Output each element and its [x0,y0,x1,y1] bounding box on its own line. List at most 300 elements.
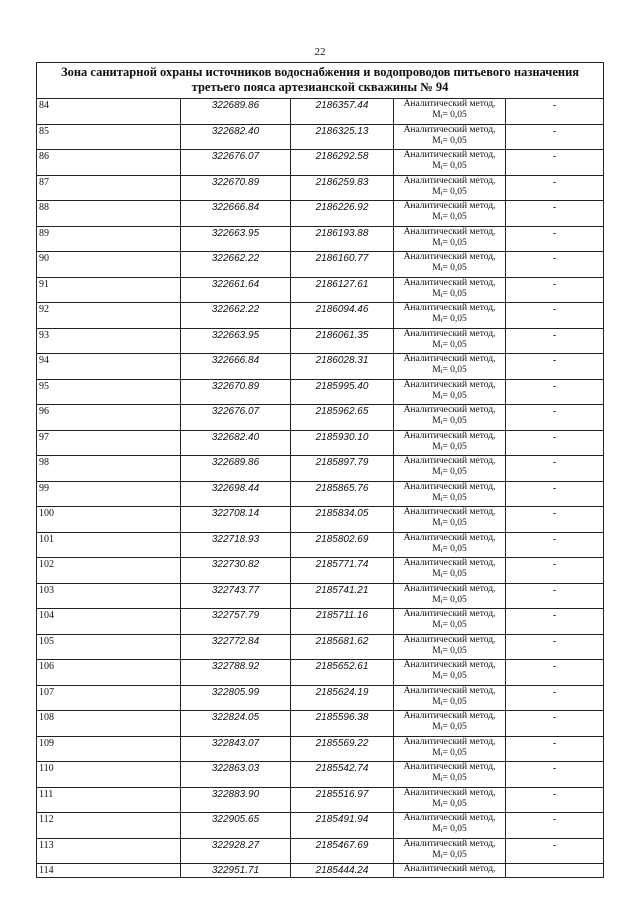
dash-cell: - [506,813,604,839]
method-cell [394,711,506,737]
table-row [37,430,604,456]
accuracy-value: = 0,05 [442,747,467,758]
method-cell [394,481,506,507]
dash-cell: - [506,150,604,176]
method-text: Аналитический метод, [403,736,496,747]
accuracy-prefix: M [432,441,441,452]
table-row [37,150,604,176]
method-text: Аналитический метод, [403,354,496,364]
accuracy-subscript: t [440,138,443,146]
accuracy-subscript: t [440,113,443,120]
table-row [37,864,604,878]
accuracy-prefix: M [432,212,441,222]
accuracy-text [432,518,467,528]
coordinate-y: 2186028.31 [291,354,394,380]
accuracy-value: = 0,05 [442,849,467,860]
table-row [37,354,604,380]
coordinate-x: 322661.64 [181,277,291,303]
dash-cell: - [506,303,604,329]
table-row [37,532,604,558]
accuracy-subscript: t [440,164,443,171]
point-number: 111 [37,787,181,813]
table-row [37,762,604,788]
accuracy-prefix: M [432,237,441,248]
point-number: 112 [37,813,181,839]
accuracy-text [432,773,467,783]
table-row [37,634,604,660]
point-number: 101 [37,532,181,558]
dash-cell: - [506,583,604,609]
coordinate-x: 322757.79 [181,609,291,635]
method-cell [394,303,506,329]
method-cell [394,124,506,150]
coordinate-x: 322730.82 [181,558,291,584]
accuracy-value: = 0,05 [442,212,467,222]
coordinate-x: 322682.40 [181,124,291,150]
method-cell [394,685,506,711]
accuracy-prefix: M [432,263,441,273]
point-number: 89 [37,226,181,252]
coordinate-y: 2185467.69 [291,838,394,864]
point-number: 108 [37,711,181,737]
accuracy-prefix: M [432,696,441,707]
coordinate-x: 322662.22 [181,252,291,278]
table-row [37,558,604,584]
method-cell [394,609,506,635]
method-text: Аналитический метод, [403,456,496,466]
accuracy-value: = 0,05 [442,390,467,401]
accuracy-text [432,671,467,681]
accuracy-subscript: t [440,215,443,222]
accuracy-prefix: M [432,773,441,783]
table-row [37,838,604,864]
accuracy-prefix: M [432,365,441,375]
accuracy-prefix: M [432,110,441,120]
coordinate-y: 2186160.77 [291,252,394,278]
table-row [37,277,604,303]
table-row [37,711,604,737]
coordinate-x: 322689.86 [181,456,291,482]
point-number: 105 [37,634,181,660]
accuracy-prefix: M [432,849,441,860]
method-text: Аналитический метод, [403,328,496,339]
method-text: Аналитический метод, [403,660,496,670]
point-number: 113 [37,838,181,864]
coordinate-y: 2185865.76 [291,481,394,507]
accuracy-text [432,697,467,707]
accuracy-text [432,467,467,477]
coordinate-y: 2185995.40 [291,379,394,405]
accuracy-prefix: M [432,747,441,758]
accuracy-subscript: t [440,801,443,809]
dash-cell: - [506,328,604,354]
accuracy-prefix: M [432,722,441,732]
coordinate-x: 322698.44 [181,481,291,507]
accuracy-text [432,365,467,375]
accuracy-text [432,799,467,809]
method-text: Аналитический метод, [403,201,496,211]
method-text: Аналитический метод, [403,430,496,441]
dash-cell: - [506,481,604,507]
point-number: 97 [37,430,181,456]
point-number: 114 [37,864,181,878]
accuracy-subscript: t [440,725,443,732]
accuracy-subscript: t [440,368,443,375]
accuracy-value: = 0,05 [442,492,467,503]
coordinate-y: 2186226.92 [291,201,394,227]
method-cell [394,736,506,762]
table-title [37,63,604,99]
method-text: Аналитический метод, [403,838,496,849]
accuracy-text [432,569,467,579]
coordinate-x: 322805.99 [181,685,291,711]
dash-cell: - [506,226,604,252]
method-cell [394,762,506,788]
point-number: 96 [37,405,181,431]
method-text: Аналитический метод, [403,532,496,543]
dash-cell: - [506,838,604,864]
table-row [37,303,604,329]
method-cell [394,99,506,125]
table-row [37,583,604,609]
method-text: Аналитический метод, [403,99,496,109]
accuracy-text [432,544,467,554]
accuracy-value: = 0,05 [442,237,467,248]
accuracy-text [432,620,467,630]
table-title-line-1: Зона санитарной охраны источников водоснабжения и водопроводов питьевого назначения [60,65,580,79]
accuracy-prefix: M [432,569,441,579]
dash-cell: - [506,201,604,227]
dash-cell: - [506,277,604,303]
accuracy-subscript: t [440,419,443,426]
method-text: Аналитический метод, [403,303,496,313]
coordinate-x: 322670.89 [181,175,291,201]
dash-cell: - [506,405,604,431]
method-text: Аналитический метод, [403,226,496,237]
method-text: Аналитический метод, [403,405,496,415]
coordinate-y: 2186094.46 [291,303,394,329]
accuracy-prefix: M [432,518,441,528]
method-cell: Аналитический метод, [394,864,506,878]
point-number: 95 [37,379,181,405]
coordinate-y: 2186127.61 [291,277,394,303]
accuracy-prefix: M [432,467,441,477]
accuracy-value: = 0,05 [442,543,467,554]
accuracy-subscript: t [440,393,443,401]
table-row [37,685,604,711]
table-row [37,99,604,125]
coordinate-x: 322708.14 [181,507,291,533]
accuracy-text [432,442,467,452]
table-title-line-2: третьего пояса артезианской скважины № 94 [191,80,449,94]
method-text: Аналитический метод, [403,252,496,262]
dash-cell [506,864,604,878]
accuracy-text [432,748,467,758]
method-text: Аналитический метод, [403,787,496,798]
method-text: Аналитический метод, [403,150,496,160]
accuracy-value: = 0,05 [442,594,467,605]
accuracy-value: = 0,05 [442,467,467,477]
accuracy-prefix: M [432,135,441,146]
coordinate-x: 322928.27 [181,838,291,864]
accuracy-text [432,646,467,656]
accuracy-value: = 0,05 [442,186,467,197]
accuracy-prefix: M [432,492,441,503]
accuracy-subscript: t [440,699,443,707]
method-text: Аналитический метод, [403,813,496,823]
point-number: 87 [37,175,181,201]
coordinate-x: 322883.90 [181,787,291,813]
accuracy-subscript: t [440,827,443,834]
accuracy-text [432,493,467,503]
coordinate-y: 2185516.97 [291,787,394,813]
dash-cell: - [506,685,604,711]
method-text: Аналитический метод, [403,685,496,696]
coordinate-x: 322682.40 [181,430,291,456]
accuracy-subscript: t [440,623,443,630]
accuracy-text [432,416,467,426]
accuracy-value: = 0,05 [442,620,467,630]
coordinate-x: 322689.86 [181,99,291,125]
accuracy-subscript: t [440,776,443,783]
method-text: Аналитический метод, [403,558,496,568]
table-row [37,813,604,839]
coordinate-y: 2186357.44 [291,99,394,125]
dash-cell: - [506,660,604,686]
accuracy-value: = 0,05 [442,339,467,350]
dash-cell: - [506,124,604,150]
dash-cell: - [506,175,604,201]
point-number: 104 [37,609,181,635]
dash-cell: - [506,787,604,813]
coordinate-x: 322663.95 [181,226,291,252]
coordinate-y: 2185930.10 [291,430,394,456]
accuracy-value: = 0,05 [442,161,467,171]
accuracy-subscript: t [440,342,443,350]
table-row [37,405,604,431]
method-text: Аналитический метод, [403,124,496,135]
method-text: Аналитический метод, [403,609,496,619]
accuracy-subscript: t [440,521,443,528]
method-cell [394,634,506,660]
point-number: 94 [37,354,181,380]
point-number: 103 [37,583,181,609]
accuracy-value: = 0,05 [442,722,467,732]
accuracy-text [432,595,467,605]
table-row [37,609,604,635]
method-cell [394,379,506,405]
point-number: 84 [37,99,181,125]
coordinates-table-sheet [36,62,603,878]
dash-cell: - [506,430,604,456]
coordinate-y: 2185491.94 [291,813,394,839]
method-text: Аналитический метод, [403,507,496,517]
dash-cell: - [506,507,604,533]
table-row [37,175,604,201]
table-row [37,481,604,507]
method-cell [394,787,506,813]
coordinate-x: 322743.77 [181,583,291,609]
accuracy-value: = 0,05 [442,798,467,809]
coordinate-x: 322843.07 [181,736,291,762]
method-cell [394,328,506,354]
accuracy-text [432,314,467,324]
method-text: Аналитический метод, [403,711,496,721]
accuracy-value: = 0,05 [442,365,467,375]
accuracy-prefix: M [432,645,441,656]
accuracy-subscript: t [440,266,443,273]
method-cell [394,507,506,533]
table-row [37,660,604,686]
accuracy-text [432,722,467,732]
accuracy-subscript: t [440,240,443,248]
accuracy-subscript: t [440,189,443,197]
point-number: 86 [37,150,181,176]
accuracy-prefix: M [432,620,441,630]
accuracy-value: = 0,05 [442,314,467,324]
coordinate-y: 2185596.38 [291,711,394,737]
method-cell [394,226,506,252]
coordinate-x: 322863.03 [181,762,291,788]
dash-cell: - [506,456,604,482]
dash-cell: - [506,762,604,788]
accuracy-value: = 0,05 [442,773,467,783]
method-text: Аналитический метод, [403,379,496,390]
table-row [37,787,604,813]
accuracy-subscript: t [440,495,443,503]
accuracy-value: = 0,05 [442,288,467,299]
dash-cell: - [506,379,604,405]
accuracy-value: = 0,05 [442,416,467,426]
accuracy-value: = 0,05 [442,135,467,146]
point-number: 93 [37,328,181,354]
coordinate-x: 322772.84 [181,634,291,660]
coordinates-table [36,62,604,878]
table-row [37,456,604,482]
coordinate-y: 2185802.69 [291,532,394,558]
point-number: 102 [37,558,181,584]
dash-cell: - [506,354,604,380]
point-number: 90 [37,252,181,278]
coordinate-y: 2185569.22 [291,736,394,762]
coordinate-x: 322905.65 [181,813,291,839]
coordinate-x: 322670.89 [181,379,291,405]
accuracy-prefix: M [432,798,441,809]
accuracy-subscript: t [440,597,443,605]
table-row [37,201,604,227]
accuracy-text [432,238,467,248]
coordinate-y: 2185962.65 [291,405,394,431]
accuracy-subscript: t [440,546,443,554]
coordinate-x: 322718.93 [181,532,291,558]
method-cell [394,660,506,686]
dash-cell: - [506,634,604,660]
accuracy-prefix: M [432,824,441,834]
coordinate-x: 322676.07 [181,150,291,176]
table-row [37,124,604,150]
point-number: 98 [37,456,181,482]
method-cell [394,252,506,278]
point-number: 91 [37,277,181,303]
dash-cell: - [506,99,604,125]
accuracy-subscript: t [440,852,443,860]
coordinate-y: 2186061.35 [291,328,394,354]
accuracy-value: = 0,05 [442,441,467,452]
coordinate-y: 2185444.24 [291,864,394,878]
method-cell [394,583,506,609]
dash-cell: - [506,252,604,278]
table-row [37,252,604,278]
coordinate-y: 2185542.74 [291,762,394,788]
method-text: Аналитический метод, [403,277,496,288]
accuracy-value: = 0,05 [442,645,467,656]
accuracy-value: = 0,05 [442,518,467,528]
coordinate-y: 2186325.13 [291,124,394,150]
accuracy-text [432,263,467,273]
accuracy-text [432,187,467,197]
coordinate-y: 2185711.16 [291,609,394,635]
accuracy-text [432,212,467,222]
point-number: 99 [37,481,181,507]
point-number: 85 [37,124,181,150]
accuracy-text [432,110,467,120]
accuracy-text [432,850,467,860]
coordinate-x: 322666.84 [181,354,291,380]
method-cell [394,175,506,201]
coordinate-y: 2186259.83 [291,175,394,201]
accuracy-value: = 0,05 [442,671,467,681]
accuracy-text [432,824,467,834]
coordinate-x: 322662.22 [181,303,291,329]
accuracy-subscript: t [440,648,443,656]
coordinate-y: 2185741.21 [291,583,394,609]
coordinate-x: 322663.95 [181,328,291,354]
point-number: 109 [37,736,181,762]
accuracy-value: = 0,05 [442,696,467,707]
method-cell [394,430,506,456]
coordinate-y: 2186193.88 [291,226,394,252]
accuracy-subscript: t [440,572,443,579]
coordinate-y: 2185681.62 [291,634,394,660]
method-cell [394,813,506,839]
method-cell [394,277,506,303]
table-row [37,226,604,252]
coordinate-y: 2185897.79 [291,456,394,482]
method-cell [394,558,506,584]
point-number: 107 [37,685,181,711]
coordinate-x: 322951.71 [181,864,291,878]
dash-cell: - [506,736,604,762]
accuracy-subscript: t [440,470,443,477]
dash-cell: - [506,711,604,737]
accuracy-prefix: M [432,594,441,605]
method-cell [394,532,506,558]
accuracy-prefix: M [432,186,441,197]
method-cell [394,838,506,864]
accuracy-subscript: t [440,674,443,681]
accuracy-subscript: t [440,750,443,758]
accuracy-text [432,391,467,401]
method-cell [394,150,506,176]
coordinates-table-body [37,63,604,878]
point-number: 92 [37,303,181,329]
coordinate-x: 322666.84 [181,201,291,227]
method-cell [394,201,506,227]
accuracy-prefix: M [432,339,441,350]
accuracy-prefix: M [432,543,441,554]
accuracy-value: = 0,05 [442,263,467,273]
method-text: Аналитический метод, [403,634,496,645]
